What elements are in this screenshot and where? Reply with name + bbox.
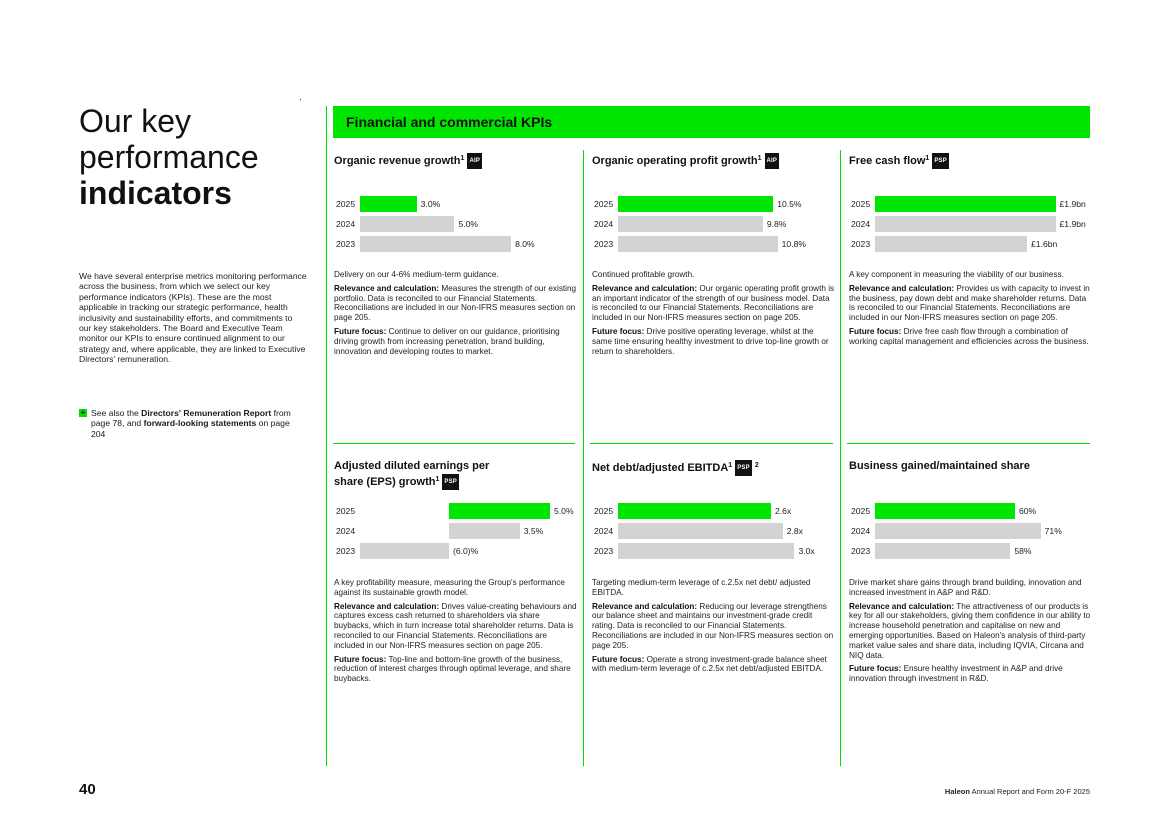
relevance-label: Relevance and calculation: bbox=[849, 601, 955, 611]
incentive-badge: PSP bbox=[932, 153, 949, 169]
kpi-title-text: Organic operating profit growth bbox=[592, 155, 758, 167]
bar-year: 2024 bbox=[851, 526, 871, 536]
relevance-text: Drives value-creating behaviours and captures excess cash returned to shareholders via share buybacks, which in turn increase total shareholder returns. Data is reconciled to our Financial Statements. Reconciliations are included in our Non-IFRS measures section on page 205. bbox=[334, 601, 577, 650]
kpi-description bbox=[592, 270, 835, 360]
left-divider bbox=[326, 106, 327, 766]
future-focus-text: Continue to deliver on our guidance, prioritising driving growth from increasing penetration, brand building, innovation and developing routes to market. bbox=[334, 326, 560, 356]
bar-year: 2024 bbox=[594, 219, 614, 229]
kpi-title-text: Adjusted diluted earnings per share (EPS) growth bbox=[334, 460, 490, 488]
bar-year: 2024 bbox=[851, 219, 871, 229]
column-divider-1 bbox=[583, 150, 584, 766]
kpi-title-text: Organic revenue growth bbox=[334, 155, 461, 167]
relevance-label: Relevance and calculation: bbox=[334, 601, 440, 611]
kpi-title bbox=[334, 152, 574, 169]
kpi-description bbox=[334, 578, 577, 688]
bar-year: 2025 bbox=[851, 506, 871, 516]
bar bbox=[875, 236, 1027, 252]
bar bbox=[875, 523, 1041, 539]
relevance-label: Relevance and calculation: bbox=[849, 283, 955, 293]
bar-year: 2023 bbox=[336, 239, 356, 249]
bar-year: 2024 bbox=[336, 526, 356, 536]
bar-row bbox=[849, 503, 1089, 520]
bar-row bbox=[334, 543, 574, 560]
title-line-1: Our key bbox=[79, 103, 192, 139]
future-focus-label: Future focus: bbox=[592, 654, 645, 664]
bar bbox=[360, 236, 511, 252]
bar-row bbox=[592, 543, 832, 560]
see-also-mid: from page 78, and bbox=[91, 408, 291, 429]
future-focus-label: Future focus: bbox=[592, 326, 645, 336]
bar-value-label: 5.0% bbox=[554, 506, 574, 516]
section-banner bbox=[333, 106, 1090, 138]
bar-year: 2023 bbox=[336, 546, 356, 556]
kpi-future-focus bbox=[592, 655, 835, 675]
bar-value-label: 3.0x bbox=[798, 546, 815, 556]
bar-value-label: £1.9bn bbox=[1059, 199, 1086, 209]
footnote-marker: 1 bbox=[728, 462, 733, 469]
kpi-relevance bbox=[592, 284, 835, 323]
bar-row bbox=[334, 216, 574, 233]
row-divider-1 bbox=[333, 443, 575, 444]
future-focus-label: Future focus: bbox=[334, 326, 387, 336]
relevance-text: Provides us with capacity to invest in the business, pay down debt and make shareholder returns. Data is reconciled to our Financial Statements. Reconciliations are included in our Non-IFRS measures section on page 205. bbox=[849, 283, 1090, 323]
footer bbox=[945, 787, 1090, 796]
kpi-lead: Delivery on our 4-6% medium-term guidance. bbox=[334, 270, 499, 279]
page-title bbox=[79, 103, 259, 211]
bar bbox=[618, 196, 773, 212]
bar-row bbox=[592, 236, 832, 253]
bar bbox=[875, 503, 1015, 519]
bar-year: 2025 bbox=[594, 199, 614, 209]
bar-year: 2025 bbox=[336, 199, 356, 209]
kpi-future-focus bbox=[334, 327, 577, 356]
forward-looking-link[interactable]: forward-looking statements bbox=[143, 418, 257, 429]
future-focus-text: Drive free cash flow through a combination of working capital management and efficiencies across the business. bbox=[849, 326, 1089, 346]
bar-value-label: (6.0)% bbox=[453, 546, 479, 556]
relevance-label: Relevance and calculation: bbox=[334, 283, 440, 293]
bar bbox=[875, 543, 1010, 559]
intro-paragraph: We have several enterprise metrics monitoring performance across the business, from which we select our key performance indicators (KPIs). These are the most applicable in tracking our strategic performance, health inclusivity and sustainability efforts, and commitments to our key stakeholders. The Board and Executive Team monitor our KPIs to ensure continued alignment to our strategy and, where applicable, they are linked to Executive Directors' remuneration. bbox=[79, 271, 307, 365]
bar bbox=[449, 523, 520, 539]
bar bbox=[618, 543, 794, 559]
bar-row bbox=[849, 236, 1089, 253]
bar bbox=[360, 543, 449, 559]
bar-row bbox=[334, 503, 574, 520]
bar-row bbox=[849, 216, 1089, 233]
kpi-future-focus bbox=[849, 327, 1092, 347]
bar-row bbox=[849, 196, 1089, 213]
bar-row bbox=[334, 523, 574, 540]
stray-dot bbox=[300, 99, 301, 100]
relevance-text: Our organic operating profit growth is an important indicator of the strength of our business model. Data is reconciled to our Financial Statements. Reconciliations are included in our Non-IFRS measures section on page 205. bbox=[592, 283, 835, 323]
relevance-text: Measures the strength of our existing portfolio. Data is reconciled to our Financial Statements. Reconciliations are included in our Non-IFRS measures section on page 205. bbox=[334, 283, 577, 323]
bar-year: 2023 bbox=[851, 546, 871, 556]
bar bbox=[360, 196, 417, 212]
future-focus-label: Future focus: bbox=[334, 654, 387, 664]
column-divider-2 bbox=[840, 150, 841, 766]
bar-row bbox=[592, 523, 832, 540]
bar-value-label: 3.0% bbox=[420, 199, 441, 209]
bar-value-label: 2.8x bbox=[786, 526, 803, 536]
footnote-marker-2: 2 bbox=[754, 462, 759, 469]
bar-value-label: 8.0% bbox=[515, 239, 535, 249]
bar-row bbox=[849, 543, 1089, 560]
bar-value-label: 60% bbox=[1019, 506, 1037, 516]
bar-value-label: 58% bbox=[1014, 546, 1032, 556]
see-also-prefix: See also the bbox=[91, 408, 142, 418]
bar bbox=[618, 503, 771, 519]
plus-icon: + bbox=[80, 408, 86, 417]
footnote-marker: 1 bbox=[757, 155, 762, 162]
kpi-lead: A key component in measuring the viability of our business. bbox=[849, 270, 1064, 279]
bar-row bbox=[592, 196, 832, 213]
bar-row bbox=[334, 196, 574, 213]
bar bbox=[875, 216, 1056, 232]
kpi-title bbox=[849, 152, 1089, 169]
bar-value-label: £1.6bn bbox=[1031, 239, 1058, 249]
bar-value-label: 10.8% bbox=[781, 239, 807, 249]
footnote-marker: 1 bbox=[925, 155, 930, 162]
bar bbox=[618, 523, 783, 539]
bar-value-label: £1.9bn bbox=[1059, 219, 1086, 229]
bar-value-label: 9.8% bbox=[766, 219, 787, 229]
bar-row bbox=[334, 236, 574, 253]
kpi-title bbox=[592, 459, 832, 476]
kpi-lead: Continued profitable growth. bbox=[592, 270, 695, 279]
incentive-badge: PSP bbox=[735, 460, 752, 476]
bar-value-label: 5.0% bbox=[458, 219, 479, 229]
bar-year: 2023 bbox=[594, 239, 614, 249]
incentive-badge: AIP bbox=[467, 153, 482, 169]
row-divider-2 bbox=[590, 443, 833, 444]
kpi-description bbox=[849, 270, 1092, 351]
kpi-relevance bbox=[849, 602, 1092, 661]
future-focus-text: Operate a strong investment-grade balance sheet with medium-term leverage of c.2.5x net debt/adjusted EBITDA. bbox=[592, 654, 827, 674]
kpi-title-text: Business gained/maintained share bbox=[849, 460, 1030, 472]
bar-year: 2025 bbox=[336, 506, 356, 516]
kpi-title bbox=[849, 459, 1089, 473]
remuneration-report-link[interactable]: Directors' Remuneration Report bbox=[141, 408, 272, 418]
bar-year: 2023 bbox=[851, 239, 871, 249]
kpi-relevance bbox=[849, 284, 1092, 323]
bar-value-label: 2.6x bbox=[774, 506, 792, 516]
bar-row bbox=[592, 216, 832, 233]
see-also-note bbox=[79, 408, 309, 439]
bar-year: 2023 bbox=[594, 546, 614, 556]
title-line-3: indicators bbox=[79, 175, 232, 211]
bar-value-label: 71% bbox=[1044, 526, 1062, 536]
row-divider-3 bbox=[847, 443, 1090, 444]
kpi-title-text: Free cash flow bbox=[849, 155, 926, 167]
kpi-description bbox=[592, 578, 835, 678]
relevance-text: The attractiveness of our products is key for all our stakeholders, giving them confidence in our ability to increase household penetration and capitalise on new and emerging opportunities. Based on Haleon's analysis of third-party market value sales and share data, including IQVIA, Circana and NIQ data. bbox=[849, 601, 1091, 660]
relevance-label: Relevance and calculation: bbox=[592, 283, 698, 293]
bar bbox=[360, 216, 454, 232]
bar-year: 2024 bbox=[336, 219, 356, 229]
bar-value-label: 10.5% bbox=[777, 199, 802, 209]
kpi-future-focus bbox=[849, 664, 1092, 684]
kpi-lead: Drive market share gains through brand building, innovation and increased investment in A&P and R&D. bbox=[849, 578, 1082, 597]
future-focus-text: Ensure healthy investment in A&P and drive innovation through investment in R&D. bbox=[849, 664, 1063, 684]
kpi-lead: Targeting medium-term leverage of c.2.5x net debt/ adjusted EBITDA. bbox=[592, 578, 811, 597]
bar-year: 2025 bbox=[851, 199, 871, 209]
bar-row bbox=[849, 523, 1089, 540]
bar bbox=[618, 236, 778, 252]
kpi-relevance bbox=[334, 284, 577, 323]
title-line-2: performance bbox=[79, 139, 259, 175]
footnote-marker: 1 bbox=[460, 155, 465, 162]
bar-value-label: 3.5% bbox=[523, 526, 544, 536]
kpi-description bbox=[849, 578, 1092, 688]
relevance-text: Reducing our leverage strengthens our balance sheet and maintains our investment-grade credit rating. Data is reconciled to our Financial Statements. Reconciliations are included in our Non-IFRS measures section on page 205. bbox=[592, 601, 834, 650]
kpi-relevance bbox=[592, 602, 835, 651]
kpi-title bbox=[334, 459, 514, 490]
bar-year: 2024 bbox=[594, 526, 614, 536]
future-focus-text: Drive positive operating leverage, whilst at the same time ensuring healthy investment to drive top-line growth or return to shareholders. bbox=[592, 326, 829, 356]
kpi-title-text: Net debt/adjusted EBITDA bbox=[592, 462, 729, 474]
relevance-label: Relevance and calculation: bbox=[592, 601, 698, 611]
bar-year: 2025 bbox=[594, 506, 614, 516]
incentive-badge: PSP bbox=[442, 474, 459, 490]
bar-row bbox=[592, 503, 832, 520]
footer-brand: Haleon bbox=[944, 787, 970, 796]
bar bbox=[449, 503, 550, 519]
kpi-future-focus bbox=[334, 655, 577, 684]
footer-text: Annual Report and Form 20-F 2025 bbox=[969, 787, 1090, 796]
future-focus-text: Top-line and bottom-line growth of the business, reduction of interest charges through optimal leverage, and share buybacks. bbox=[334, 654, 571, 684]
page-number: 40 bbox=[79, 781, 96, 798]
bar bbox=[618, 216, 763, 232]
kpi-relevance bbox=[334, 602, 577, 651]
kpi-lead: A key profitability measure, measuring the Group's performance against its sustainable growth model. bbox=[334, 578, 565, 597]
section-banner-title: Financial and commercial KPIs bbox=[346, 114, 553, 130]
kpi-title bbox=[592, 152, 832, 169]
footnote-marker: 1 bbox=[435, 476, 440, 483]
see-also-suffix: on page 204 bbox=[91, 418, 290, 439]
future-focus-label: Future focus: bbox=[849, 326, 902, 336]
bar bbox=[875, 196, 1056, 212]
kpi-description bbox=[334, 270, 577, 360]
incentive-badge: AIP bbox=[765, 153, 780, 169]
future-focus-label: Future focus: bbox=[849, 664, 902, 674]
kpi-future-focus bbox=[592, 327, 835, 356]
